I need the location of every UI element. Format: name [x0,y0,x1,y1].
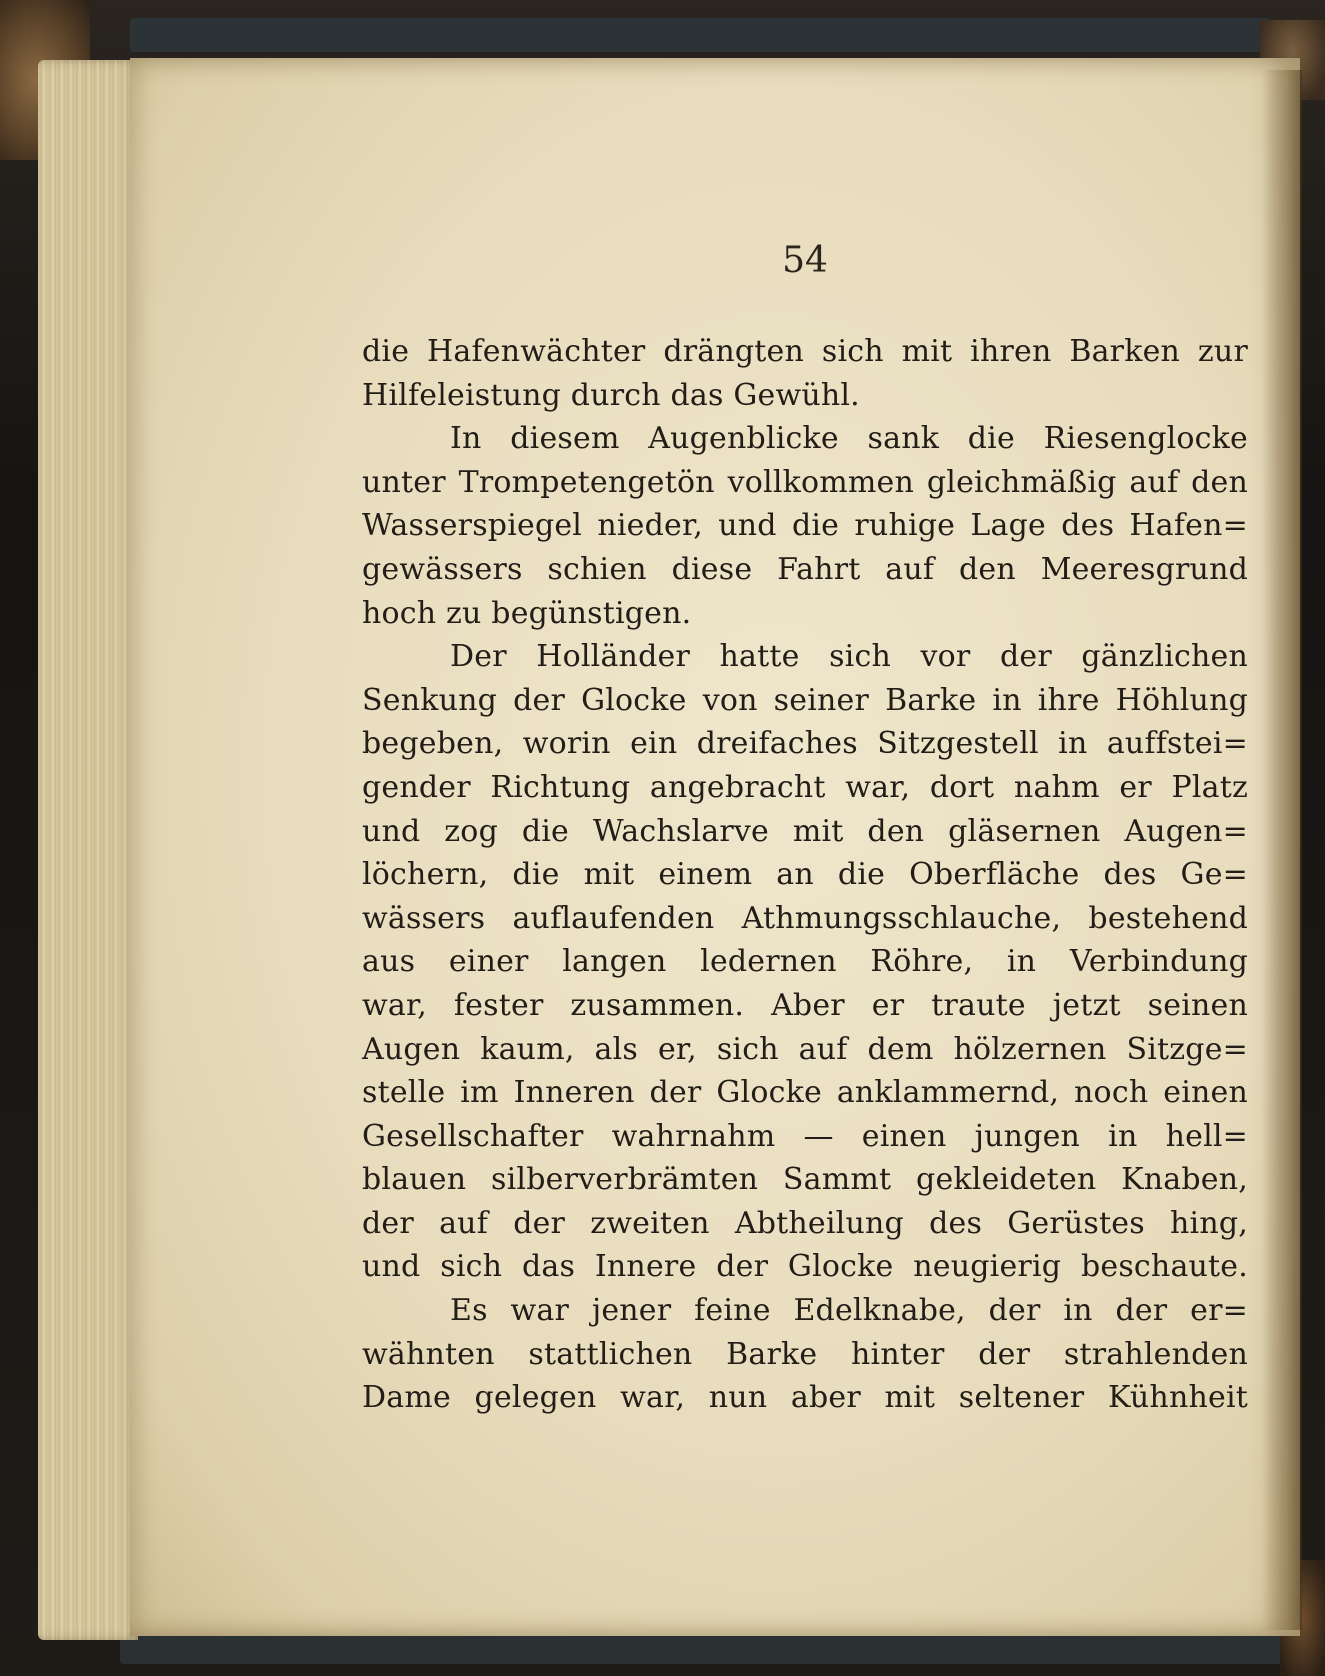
text-line: Wasserspiegel nieder, und die ruhige Lage des Hafen= [362,508,1248,544]
text-line: stelle im Inneren der Glocke anklammernd, noch einen [362,1075,1248,1111]
text-line: gender Richtung angebracht war, dort nahm er Platz [362,769,1248,805]
text-line: begeben, worin ein dreifaches Sitzgestell in auffstei= [362,726,1248,762]
text-line: und sich das Innere der Glocke neugierig beschaute. [362,1249,1248,1285]
page-stack-edge [38,60,138,1640]
text-line: Der Holländer hatte sich vor der gänzlichen [450,639,1248,675]
body-text [362,330,1248,1420]
text-line: war, fester zusammen. Aber er traute jetzt seinen [362,987,1248,1023]
text-line: die Hafenwächter drängten sich mit ihren Barken zur [362,334,1248,369]
text-line: gewässers schien diese Fahrt auf den Meeresgrund [362,551,1248,587]
text-line: der auf der zweiten Abtheilung des Gerüstes hing, [362,1205,1248,1241]
text-line: Hilfeleistung durch das Gewühl. [362,377,860,413]
text-line: löchern, die mit einem an die Oberfläche des Ge= [362,857,1248,893]
page-number: 54 [782,240,828,281]
text-line: Es war jener feine Edelknabe, der in der er= [450,1293,1248,1329]
text-line: Dame gelegen war, nun aber mit seltener Kühnheit [362,1380,1248,1416]
text-line: In diesem Augenblicke sank die Riesenglocke [450,421,1248,457]
text-line: hoch zu begünstigen. [362,595,692,631]
text-line: Augen kaum, als er, sich auf dem hölzernen Sitzge= [362,1031,1248,1067]
cover-edge-top [130,18,1270,52]
text-line: Gesellschafter wahrnahm — einen jungen in hell= [362,1118,1248,1154]
text-line: unter Trompetengetön vollkommen gleichmäßig auf den [362,464,1248,500]
text-line: Senkung der Glocke von seiner Barke in ihre Höhlung [362,682,1248,718]
text-line: wässers auflaufenden Athmungsschlauche, bestehend [362,900,1248,936]
text-line: wähnten stattlichen Barke hinter der strahlenden [362,1336,1248,1372]
text-line: aus einer langen ledernen Röhre, in Verbindung [362,944,1248,980]
text-line: und zog die Wachslarve mit den gläsernen Augen= [362,813,1248,849]
page-gutter-shadow [1262,70,1302,1630]
text-line: blauen silberverbrämten Sammt gekleideten Knaben, [362,1162,1248,1198]
